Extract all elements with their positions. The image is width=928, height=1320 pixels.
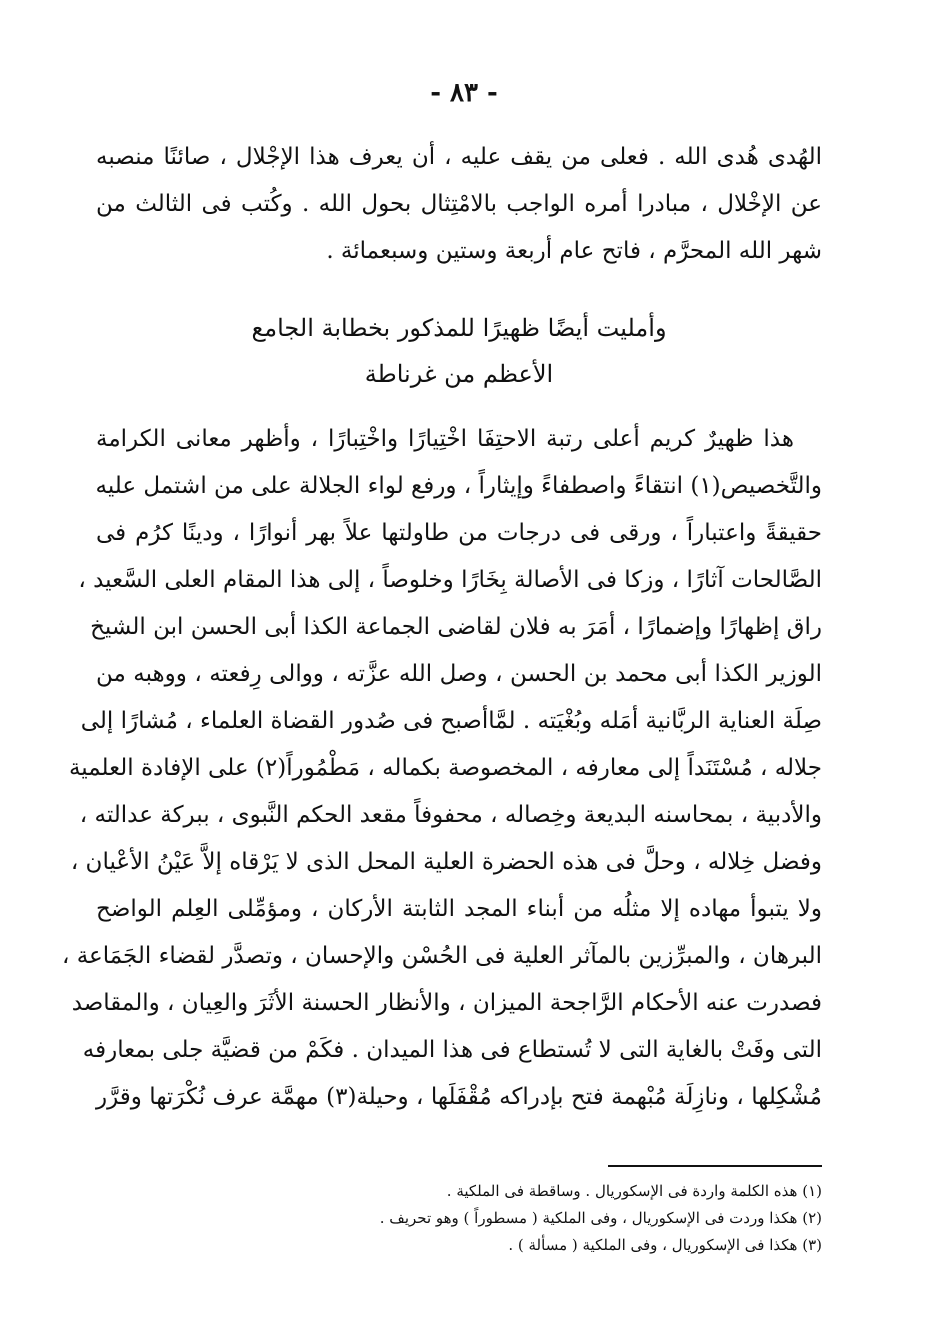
text-line: عن الإخْلال ، مبادرا أمره الواجب بالامْتِثال بحول الله . وكُتب فى الثالث من: [96, 191, 822, 217]
text-line: الصَّالحات آثارًا ، وزكا فى الأصالة بِخَارًا وخلوصاً ، إلى هذا المقام العلى السَّعيد ،: [78, 567, 822, 593]
text-line: صِلَة العناية الربَّانية أمَله وبُغْيَته . لمَّاأصبح فى صُدور القضاة العلماء ، مُشارًا إلى: [80, 708, 822, 734]
page-number: - ٨٣ -: [430, 78, 498, 108]
text-line: مُشْكِلها ، ونازِلَة مُبْهمة فتح بإدراكه مُقْفَلَها ، وحيلة(٣) مهمَّة عرف نُكْرَتها وقرَّر: [96, 1084, 822, 1110]
text-line: وفضل خِلاله ، وحلَّ فى هذه الحضرة العلية المحل الذى لا يَرْقاه إلاَّ عَيْنُ الأعْيان ،: [70, 849, 822, 875]
text-line: التى وفَتْ بالغاية التى لا تُستطاع فى هذا الميدان . فكَمْ من قضيَّة جلى بمعارفه: [82, 1037, 822, 1063]
section-heading: [96, 305, 822, 397]
footnote: (٢) هكذا وردت فى الإسكوريال ، وفى الملكية ( مسطوراً ) وهو تحريف .: [379, 1209, 822, 1227]
text-line: شهر الله المحرَّم ، فاتح عام أربعة وستين وسبعمائة .: [326, 238, 822, 264]
text-line: هذا ظهيرٌ كريم أعلى رتبة الاحتِفَا اخْتِيارًا واخْتِبارًا ، وأظهر معانى الكرامة: [96, 426, 794, 452]
text-line: البرهان ، والمبرِّزين بالمآثر العلية فى الحُسْن والإحسان ، وتصدَّر لقضاء الجَمَاعة ،: [61, 943, 822, 969]
text-line: والتَّخصيص(١) انتقاءً واصطفاءً وإيثاراً ، ورفع لواء الجلالة على من اشتمل عليه: [95, 473, 822, 499]
text-line: الهُدى هُدى الله . فعلى من يقف عليه ، أن يعرف هذا الإجْلال ، صائنًا منصبه: [96, 144, 822, 170]
text-line: راق إظهارًا وإضمارًا ، أمَرَ به فلان لقاضى الجماعة الكذا أبى الحسن ابن الشيخ: [90, 614, 822, 640]
heading-line: وأمليت أيضًا ظهيرًا للمذكور بخطابة الجامع: [251, 314, 667, 342]
text-line: الوزير الكذا أبى محمد بن الحسن ، وصل الله عزَّته ، ووالى رِفعته ، ووهبه من: [96, 661, 822, 687]
footnote: (٣) هكذا فى الإسكوريال ، وفى الملكية ( مسألة ) .: [508, 1236, 822, 1254]
text-line: ولا يتبوأ مهاده إلا مثلُه من أبناء المجد الثابتة الأركان ، ومؤمِّلى العِلم الواضح: [96, 896, 822, 922]
text-line: والأدبية ، بمحاسنه البديعة وخِصاله ، محفوفاً مقعد الحكم النَّبوى ، ببركة عدالته ،: [79, 802, 822, 828]
heading-line: الأعظم من غرناطة: [364, 360, 554, 388]
text-line: جلاله ، مُسْتَنَداً إلى معارفه ، المخصوصة بكماله ، مَطْمُوراً(٢) على الإفادة العلمية: [68, 755, 822, 781]
footnote-separator: [608, 1165, 822, 1167]
footnote: (١) هذه الكلمة واردة فى الإسكوريال . وساقطة فى الملكية .: [446, 1182, 822, 1200]
footnotes: [202, 1178, 822, 1259]
text-line: فصدرت عنه الأحكام الرَّاجحة الميزان ، والأنظار الحسنة الأثَرَ والعِيان ، والمقاصد: [71, 990, 822, 1016]
text-line: حقيقةً واعتباراً ، ورقى فى درجات من طاولتها علاً بهر أنوارًا ، ودينًا كرُم فى: [96, 520, 822, 546]
paragraph-2: [61, 416, 822, 1121]
paragraph-1: [96, 134, 822, 275]
